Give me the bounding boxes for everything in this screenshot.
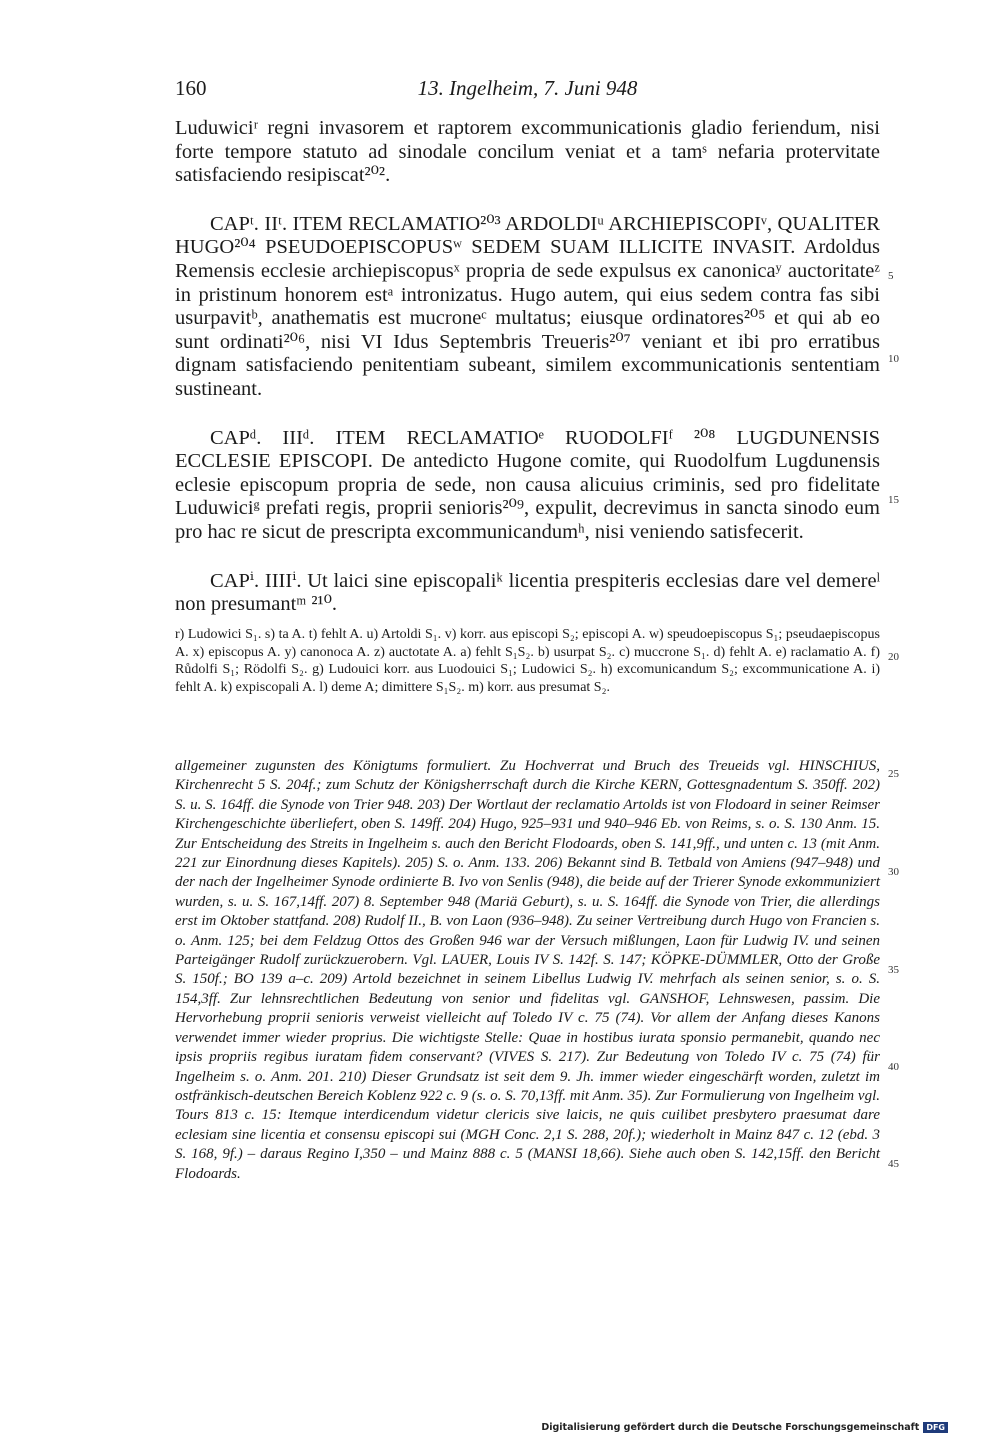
- page-number: 160: [175, 76, 207, 100]
- digitization-note: Digitalisierung gefördert durch die Deutsche Forschungsgemeinschaft: [541, 1422, 920, 1433]
- line-number: 45: [888, 1158, 899, 1170]
- running-title: 13. Ingelheim, 7. Juni 948: [417, 76, 638, 100]
- apparatus-notes: r) Ludowici S₁. s) ta A. t) fehlt A. u) Artoldi S₁. v) korr. aus episcopi S₂; episcopi A. w) speudoepiscopus S₁; pseudaepiscopus A. x) episcopus A. y) canonoca A. z) auctotate A. a) fehlt S₁S₂. b) usurpat S₂. c) muccrone S₁. d) fehlt A. e) raclamatio A. f) Růdolfi S₁; Rödolfi S₂. g) Ludouici korr. aus Luodouici S₁; Ludowici S₂. h) excomunicandum S₂; excommunicatione A. i) fehlt A. k) expiscopali A. l) deme A; dimittere S₁S₂. m) korr. aus presumat S₂.: [175, 627, 880, 695]
- line-number: 40: [888, 1061, 899, 1073]
- critical-apparatus: [175, 626, 880, 696]
- line-number: 30: [888, 866, 899, 878]
- main-text: [175, 117, 880, 617]
- paragraph-cap-4: CAPⁱ. IIIIⁱ. Ut laici sine episcopaliᵏ licentia prespiteris ecclesias dare vel demereˡ non presumantᵐ ²¹⁰.: [175, 569, 880, 616]
- page-header: [175, 76, 880, 106]
- line-number: 10: [888, 353, 899, 365]
- paragraph-cap-2: CAPᵗ. IIᵗ. ITEM RECLAMATIO²⁰³ ARDOLDIᵘ ARCHIEPISCOPIᵛ, QUALITER HUGO²⁰⁴ PSEUDOEPISCOPUSʷ SEDEM SUAM ILLICITE INVASIT. Ardoldus Remensis ecclesie archiepiscopusˣ propria de sede expulsus ex canonicaʸ auctoritateᶻ in pristinum honorem estᵃ intronizatus. Hugo autem, qui eius sedem contra fas sibi usurpavitᵇ, anathematis est mucroneᶜ multatus; eiusque ordinatores²⁰⁵ et qui ab eo sunt ordinati²⁰⁶, nisi VI Idus Septembris Treueris²⁰⁷ veniant et ibi pro erratibus dignam satisfaciendo penitentiam subeant, similem excommunicationis sententiam sustineant.: [175, 212, 880, 400]
- line-number: 5: [888, 270, 894, 282]
- line-number: 15: [888, 494, 899, 506]
- dfg-logo: DFG: [923, 1422, 948, 1433]
- line-number: 35: [888, 964, 899, 976]
- commentary-notes: [175, 757, 880, 1184]
- line-number: 20: [888, 651, 899, 663]
- paragraph-cap-3: CAPᵈ. IIIᵈ. ITEM RECLAMATIOᵉ RUODOLFIᶠ ²⁰⁸ LUGDUNENSIS ECCLESIE EPISCOPI. De antedicto Hugone comite, qui Ruodolfum Lugdunensis eclesie episcopum propria de sede, non causa alicuius criminis, sed pro fidelitate Luduwiciᵍ prefati regis, proprii senioris²⁰⁹, expulit, decrevimus in sancta sinodo eum pro hac re sicut de prescripta excommunicandumʰ, nisi veniendo satisfecerit.: [175, 426, 880, 543]
- paragraph-continuation: Luduwiciʳ regni invasorem et raptorem excommunicationis gladio feriendum, nisi forte tempore statuto ad sinodale concilum veniat et a tamˢ nefaria protervitate satisfaciendo resipiscat²⁰².: [175, 117, 880, 187]
- digitization-footer: [541, 1422, 948, 1433]
- line-number: 25: [888, 768, 899, 780]
- commentary-text: allgemeiner zugunsten des Königtums formuliert. Zu Hochverrat und Bruch des Treueids vgl. HINSCHIUS, Kirchenrecht 5 S. 204f.; zum Schutz der Königsherrschaft durch die Kirche KERN, Gottesgnadentum S. 350ff. 202) S. u. S. 164ff. die Synode von Trier 948. 203) Der Wortlaut der reclamatio Artolds ist von Flodoard in seiner Reimser Kirchengeschichte überliefert, oben S. 149ff. 204) Hugo, 925–931 und 940–946 Eb. von Reims, s. o. S. 130 Anm. 15. Zur Entscheidung des Streits in Ingelheim s. auch den Bericht Flodoards, oben S. 141,9ff., und unten c. 13 (mit Anm. 221 zur Einordnung dieses Kapitels). 205) S. o. Anm. 133. 206) Bekannt sind B. Tetbald von Amiens (947–948) und der nach der Ingelheimer Synode ordinierte B. Ivo von Senlis (948), die beide auf der Trierer Synode exkommuniziert wurden, s. u. S. 167,14ff. 207) 8. September 948 (Mariä Geburt), s. u. S. 164ff. die Synode von Trier, die allerdings erst im Oktober stattfand. 208) Rudolf II., B. von Laon (936–948). Zu seiner Vertreibung durch Hugo von Francien s. o. Anm. 125; bei dem Feldzug Ottos des Großen 946 war der Versuch mißlungen, Laon für Ludwig IV. und seinen Parteigänger Rudolf zurückzuerobern. Vgl. LAUER, Louis IV S. 142f. S. 147; KÖPKE-DÜMMLER, Otto der Große S. 150f.; BO 139 a–c. 209) Artold bezeichnet in seinem Libellus Ludwig IV. mehrfach als seinen senior, s. o. S. 154,3ff. Zur lehnsrechtlichen Bedeutung von senior und fidelitas vgl. GANSHOF, Lehnswesen, passim. Die Hervorhebung proprii senioris verweist vielleicht auf Toledo IV c. 75 (74). Vor allem der Anfang dieses Kanons verwendet immer wieder proprius. Die wichtigste Stelle: Quae in hostibus iurata sponsio permanebit, quando nec ipsis propriis regibus iuratam fidem conservant? (VIVES S. 217). Zur Bedeutung von Toledo IV c. 75 (74) für Ingelheim s. o. Anm. 201. 210) Dieser Grundsatz ist seit dem 9. Jh. immer wieder eingeschärft worden, zuletzt im ostfränkisch-deutschen Bereich Koblenz 922 c. 9 (s. o. S. 70,13ff. mit Anm. 35). Zur Formulierung von Ingelheim vgl. Tours 813 c. 15: Itemque interdicendum videtur clericis sive laicis, ne quis cuilibet presbytero praesumat dare eclesiam sine licentia et consensu episcopi sui (MGH Conc. 2,1 S. 288, 20f.); wiederholt in Mainz 847 c. 12 (ebd. 3 S. 168, 9f.) – daraus Regino I,350 – und Mainz 888 c. 5 (MANSI 18,66). Siehe auch oben S. 142,15ff. den Bericht Flodoards.: [175, 758, 880, 1182]
